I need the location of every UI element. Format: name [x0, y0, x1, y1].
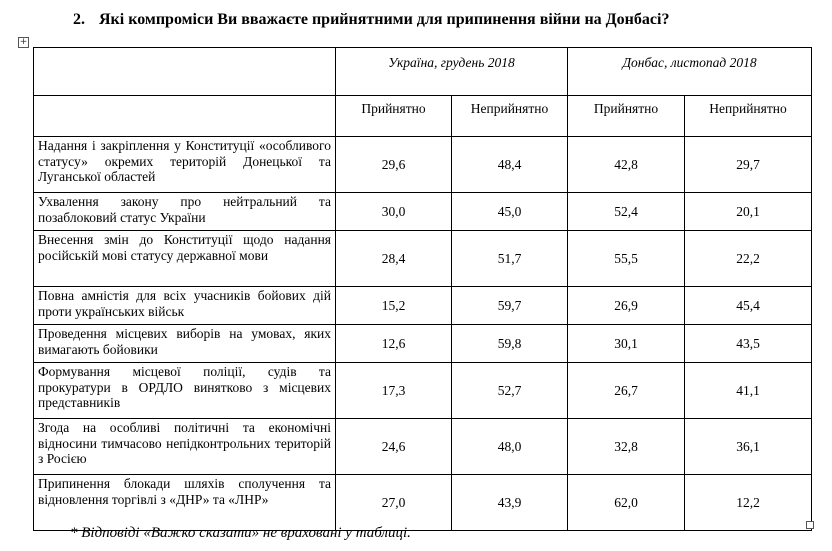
value-cell: 29,7: [685, 137, 812, 193]
row-label: Повна амністія для всіх учасників бойових дій проти українських військ: [34, 287, 336, 325]
row-label: Надання і закріплення у Конституції «особливого статусу» окремих територій Донецької та Луганської областей: [34, 137, 336, 193]
value-cell: 12,6: [336, 325, 452, 363]
value-cell: 30,1: [568, 325, 685, 363]
value-cell: 29,6: [336, 137, 452, 193]
header-empty-cell: [34, 48, 336, 96]
value-cell: 43,9: [452, 475, 568, 531]
footnote: * Відповіді «Важко сказати» не враховані у таблиці.: [70, 525, 411, 541]
table-row: [34, 193, 812, 231]
table-resize-handle-icon[interactable]: [806, 521, 814, 529]
value-cell: 45,0: [452, 193, 568, 231]
value-cell: 59,7: [452, 287, 568, 325]
value-cell: 43,5: [685, 325, 812, 363]
value-cell: 48,4: [452, 137, 568, 193]
row-label: Проведення місцевих виборів на умовах, яких вимагають бойовики: [34, 325, 336, 363]
value-cell: 52,4: [568, 193, 685, 231]
header-empty-cell: [34, 96, 336, 137]
value-cell: 20,1: [685, 193, 812, 231]
table-move-handle-icon[interactable]: +: [19, 37, 28, 47]
header-row-columns: [34, 96, 812, 137]
table-row: [34, 475, 812, 531]
value-cell: 12,2: [685, 475, 812, 531]
results-table: [33, 47, 812, 531]
row-label: Ухвалення закону про нейтральний та позаблоковий статус України: [34, 193, 336, 231]
row-label: Згода на особливі політичні та економічні відносини тимчасово непідконтрольних територій з Росією: [34, 419, 336, 475]
value-cell: 22,2: [685, 231, 812, 287]
column-header: Неприйнятно: [685, 96, 812, 137]
row-label: Внесення змін до Конституції щодо надання російській мові статусу державної мови: [34, 231, 336, 287]
column-header: Прийнятно: [336, 96, 452, 137]
table-row: [34, 363, 812, 419]
value-cell: 45,4: [685, 287, 812, 325]
value-cell: 17,3: [336, 363, 452, 419]
value-cell: 26,7: [568, 363, 685, 419]
value-cell: 26,9: [568, 287, 685, 325]
group-header-ukraine: Україна, грудень 2018: [336, 48, 568, 96]
value-cell: 51,7: [452, 231, 568, 287]
value-cell: 28,4: [336, 231, 452, 287]
value-cell: 42,8: [568, 137, 685, 193]
value-cell: 48,0: [452, 419, 568, 475]
column-header: Неприйнятно: [452, 96, 568, 137]
value-cell: 59,8: [452, 325, 568, 363]
value-cell: 52,7: [452, 363, 568, 419]
table-row: [34, 137, 812, 193]
column-header: Прийнятно: [568, 96, 685, 137]
value-cell: 27,0: [336, 475, 452, 531]
value-cell: 41,1: [685, 363, 812, 419]
table-row: [34, 325, 812, 363]
value-cell: 55,5: [568, 231, 685, 287]
value-cell: 15,2: [336, 287, 452, 325]
value-cell: 62,0: [568, 475, 685, 531]
question-text: Які компроміси Ви вважаєте прийнятними для припинення війни на Донбасі?: [99, 11, 670, 28]
question-heading: [73, 11, 669, 29]
table-row: [34, 419, 812, 475]
value-cell: 24,6: [336, 419, 452, 475]
group-header-donbas: Донбас, листопад 2018: [568, 48, 812, 96]
question-number: 2.: [73, 11, 85, 28]
row-label: Формування місцевої поліції, судів та прокуратури в ОРДЛО винятково з місцевих представників: [34, 363, 336, 419]
header-row-groups: [34, 48, 812, 96]
table-row: [34, 287, 812, 325]
value-cell: 30,0: [336, 193, 452, 231]
value-cell: 36,1: [685, 419, 812, 475]
row-label: Припинення блокади шляхів сполучення та відновлення торгівлі з «ДНР» та «ЛНР»: [34, 475, 336, 531]
table-row: [34, 231, 812, 287]
value-cell: 32,8: [568, 419, 685, 475]
